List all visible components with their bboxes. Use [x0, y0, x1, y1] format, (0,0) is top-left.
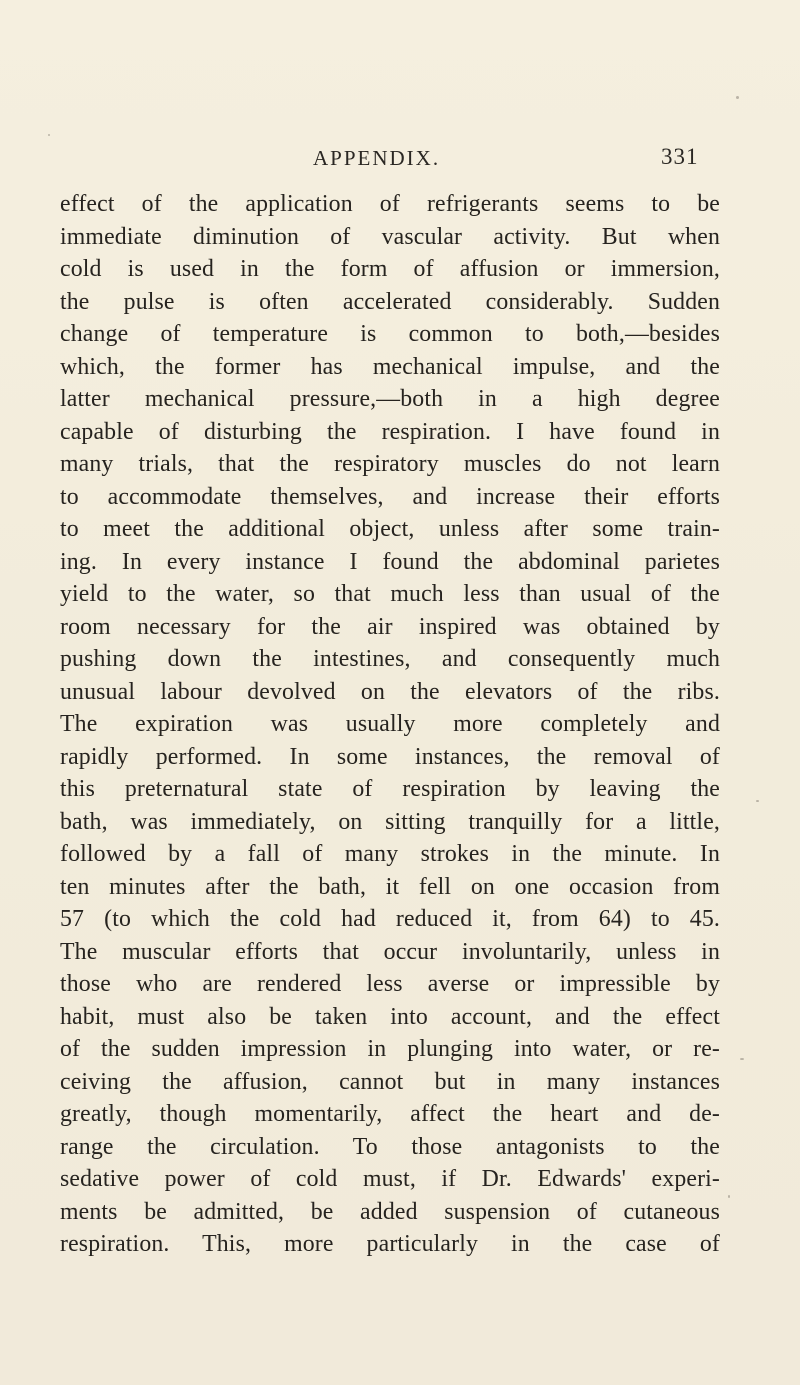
running-title: APPENDIX.: [313, 146, 441, 170]
text-line: of the sudden impression in plunging into water, or re-: [60, 1036, 720, 1062]
body-text: [60, 188, 720, 1261]
text-line: ceiving the affusion, cannot but in many instances: [60, 1068, 720, 1095]
running-header: [0, 146, 800, 176]
text-line: many trials, that the respiratory muscles do not learn: [60, 451, 720, 477]
text-line: immediate diminution of vascular activity. But when: [60, 223, 720, 250]
text-line: habit, must also be taken into account, and the effect: [60, 1003, 720, 1030]
paper-speck: [756, 800, 759, 802]
text-line: to meet the additional object, unless after some train-: [60, 516, 720, 542]
text-line: rapidly performed. In some instances, the removal of: [60, 743, 720, 770]
text-line: yield to the water, so that much less than usual of the: [60, 581, 720, 607]
text-line: greatly, though momentarily, affect the heart and de-: [60, 1101, 720, 1127]
paper-speck: [728, 1195, 730, 1198]
text-line: the pulse is often accelerated considerably. Sudden: [60, 288, 720, 315]
text-line: those who are rendered less averse or impressible by: [60, 971, 720, 997]
text-line: which, the former has mechanical impulse, and the: [60, 353, 720, 380]
text-line: effect of the application of refrigerants seems to be: [60, 191, 720, 217]
text-line: respiration. This, more particularly in the case of: [60, 1231, 720, 1257]
text-line: this preternatural state of respiration by leaving the: [60, 776, 720, 802]
text-line: bath, was immediately, on sitting tranquilly for a little,: [60, 808, 720, 835]
text-line: The muscular efforts that occur involuntarily, unless in: [60, 938, 720, 965]
text-line: room necessary for the air inspired was obtained by: [60, 613, 720, 640]
text-line: 57 (to which the cold had reduced it, from 64) to 45.: [60, 906, 720, 932]
text-line: ing. In every instance I found the abdominal parietes: [60, 548, 720, 575]
text-line: ments be admitted, be added suspension of cutaneous: [60, 1198, 720, 1225]
text-line: followed by a fall of many strokes in the minute. In: [60, 841, 720, 867]
paper-speck: [48, 134, 50, 136]
text-line: pushing down the intestines, and consequently much: [60, 646, 720, 672]
paper-speck: [740, 1058, 744, 1060]
text-line: cold is used in the form of affusion or immersion,: [60, 256, 720, 282]
text-line: unusual labour devolved on the elevators of the ribs.: [60, 678, 720, 705]
paper-speck: [736, 96, 739, 99]
text-line: capable of disturbing the respiration. I have found in: [60, 418, 720, 445]
page-number: 331: [661, 144, 699, 169]
text-line: latter mechanical pressure,—both in a high degree: [60, 386, 720, 412]
text-line: The expiration was usually more completely and: [60, 711, 720, 737]
text-line: to accommodate themselves, and increase their efforts: [60, 483, 720, 510]
text-line: range the circulation. To those antagonists to the: [60, 1133, 720, 1160]
text-line: ten minutes after the bath, it fell on one occasion from: [60, 873, 720, 900]
text-line: sedative power of cold must, if Dr. Edwards' experi-: [60, 1166, 720, 1192]
text-line: change of temperature is common to both,—besides: [60, 321, 720, 347]
